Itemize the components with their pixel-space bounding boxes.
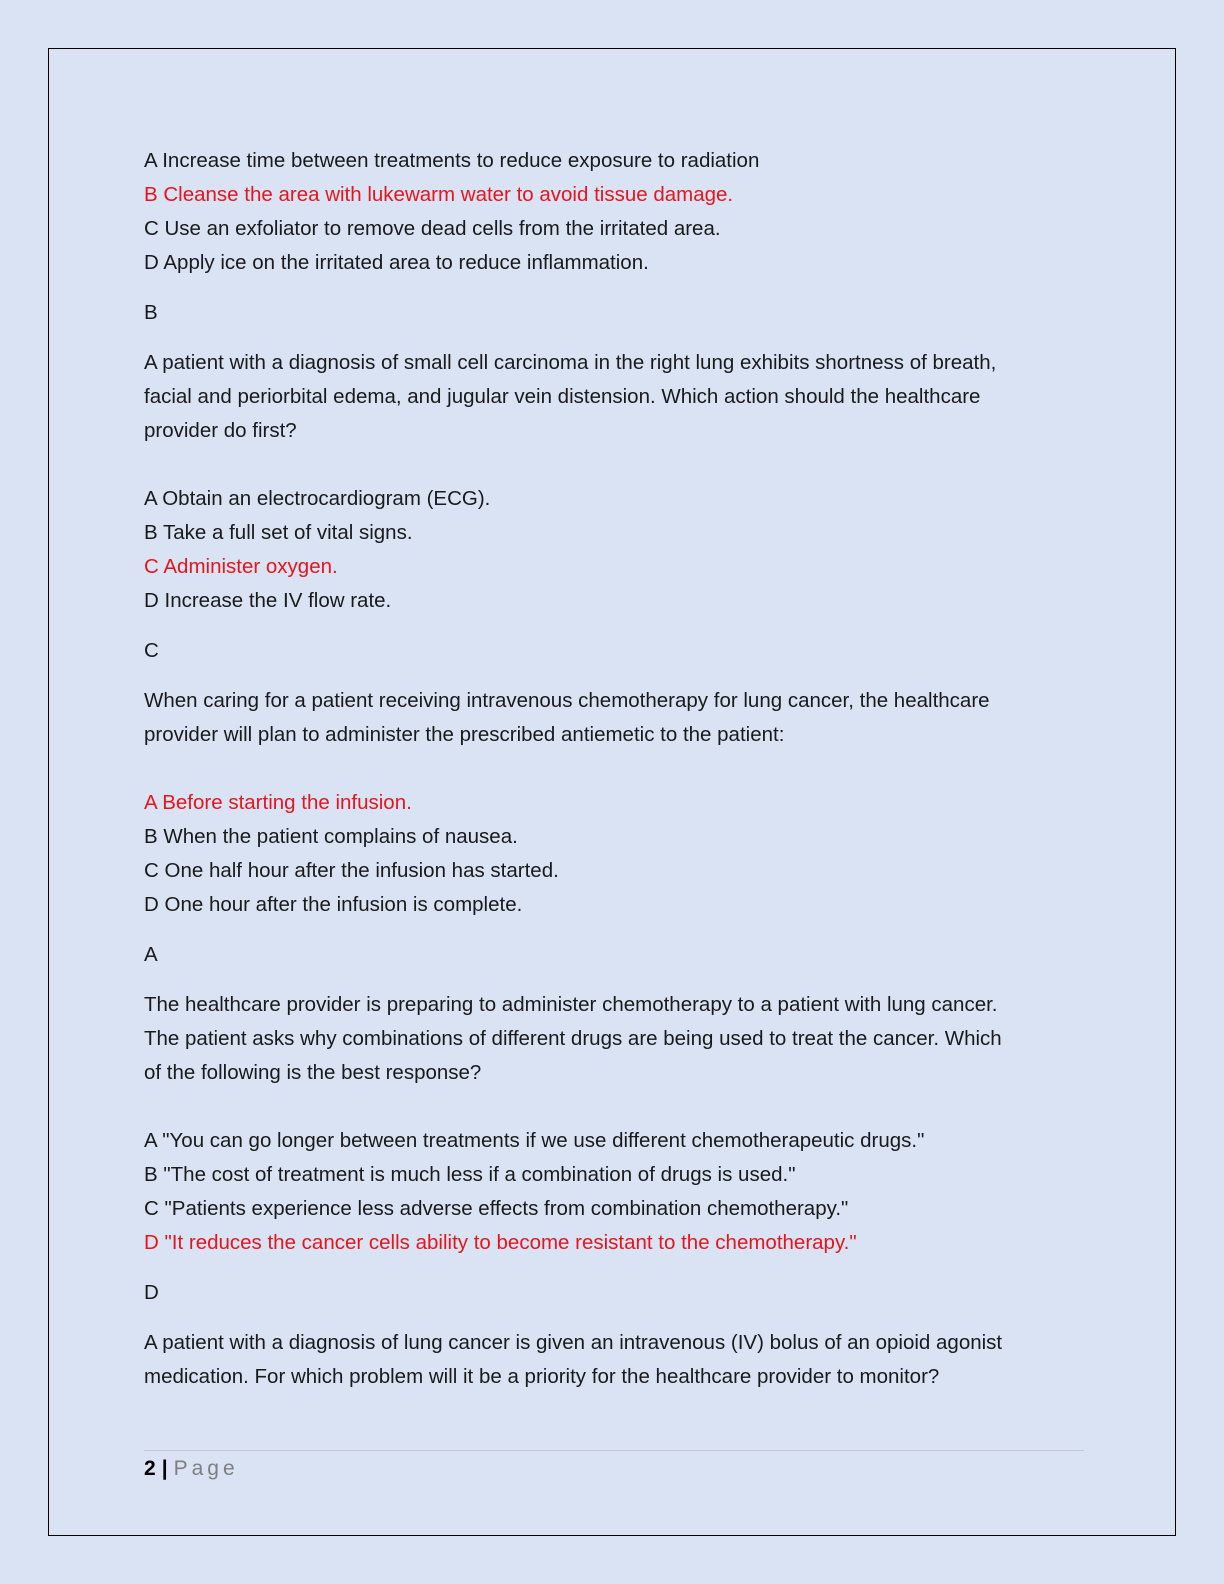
- option-c-correct: C Administer oxygen.: [144, 555, 338, 578]
- page-label: Page: [173, 1457, 239, 1480]
- option-a: A Increase time between treatments to reduce exposure to radiation: [144, 149, 760, 172]
- question-text-line: facial and periorbital edema, and jugular vein distension. Which action should the healthcare: [144, 385, 981, 408]
- question-block-2: [144, 684, 1084, 922]
- question-text-line: The healthcare provider is preparing to administer chemotherapy to a patient with lung cancer.: [144, 993, 998, 1016]
- question-text-line: When caring for a patient receiving intravenous chemotherapy for lung cancer, the healthcare: [144, 689, 990, 712]
- question-text-line: The patient asks why combinations of different drugs are being used to treat the cancer. Which: [144, 1027, 1002, 1050]
- option-d-correct: D "It reduces the cancer cells ability to become resistant to the chemotherapy.": [144, 1231, 857, 1254]
- option-b: B When the patient complains of nausea.: [144, 825, 518, 848]
- page-footer: [144, 1452, 239, 1486]
- answer-key: D: [144, 1281, 159, 1304]
- answer-key: A: [144, 943, 158, 966]
- question-text-line: of the following is the best response?: [144, 1061, 482, 1084]
- option-d: D One hour after the infusion is complete.: [144, 893, 523, 916]
- option-b: B Take a full set of vital signs.: [144, 521, 413, 544]
- question-block-0: [144, 144, 1084, 280]
- question-block-1: [144, 346, 1084, 618]
- option-c: C Use an exfoliator to remove dead cells from the irritated area.: [144, 217, 721, 240]
- question-text-line: medication. For which problem will it be a priority for the healthcare provider to monitor?: [144, 1365, 940, 1388]
- option-a: A Obtain an electrocardiogram (ECG).: [144, 487, 491, 510]
- option-a-correct: A Before starting the infusion.: [144, 791, 412, 814]
- option-b-correct: B Cleanse the area with lukewarm water to avoid tissue damage.: [144, 183, 734, 206]
- answer-key: B: [144, 301, 158, 324]
- question-text-line: A patient with a diagnosis of small cell carcinoma in the right lung exhibits shortness of breath,: [144, 351, 997, 374]
- option-c: C "Patients experience less adverse effects from combination chemotherapy.": [144, 1197, 849, 1220]
- option-a: A "You can go longer between treatments if we use different chemotherapeutic drugs.": [144, 1129, 925, 1152]
- question-text-line: provider do first?: [144, 419, 297, 442]
- answer-key: C: [144, 639, 159, 662]
- footer-separator: |: [161, 1457, 168, 1480]
- document-content: [144, 144, 1084, 1394]
- option-c: C One half hour after the infusion has started.: [144, 859, 559, 882]
- option-b: B "The cost of treatment is much less if a combination of drugs is used.": [144, 1163, 796, 1186]
- question-text-line: provider will plan to administer the prescribed antiemetic to the patient:: [144, 723, 785, 746]
- footer-divider: [144, 1450, 1084, 1451]
- option-d: D Apply ice on the irritated area to reduce inflammation.: [144, 251, 649, 274]
- option-d: D Increase the IV flow rate.: [144, 589, 392, 612]
- question-block-4: [144, 1326, 1084, 1394]
- question-text-line: A patient with a diagnosis of lung cancer is given an intravenous (IV) bolus of an opioid agonist: [144, 1331, 1003, 1354]
- page-number: 2: [144, 1457, 156, 1480]
- question-block-3: [144, 988, 1084, 1260]
